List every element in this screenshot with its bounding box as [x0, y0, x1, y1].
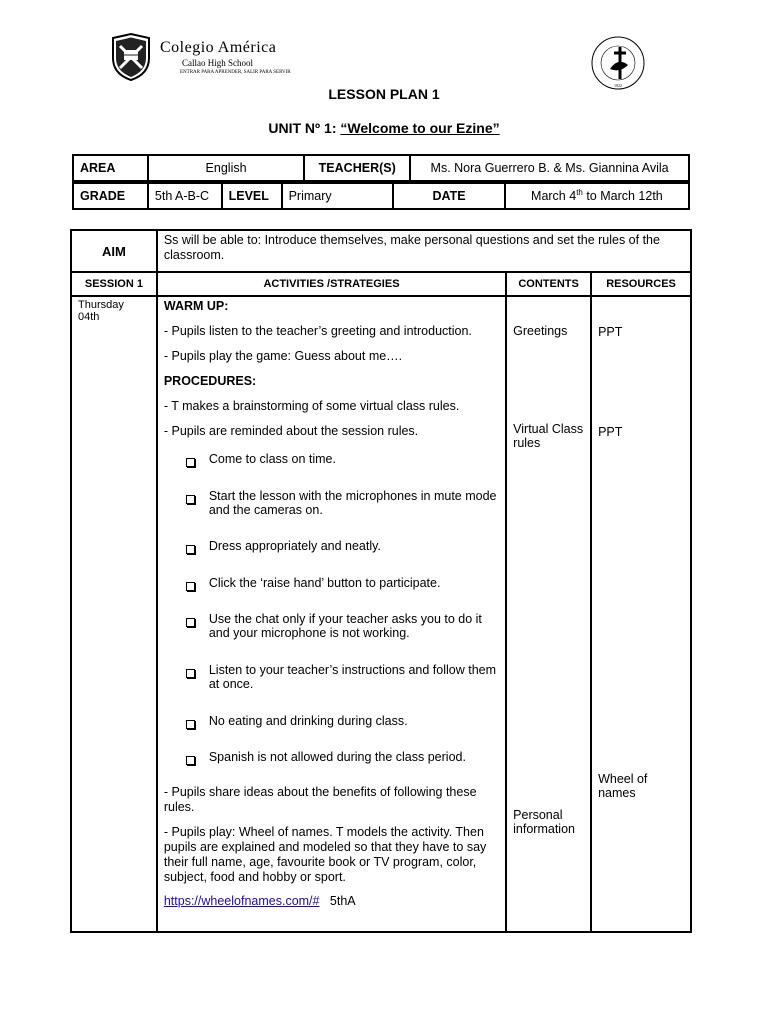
date-value — [505, 183, 689, 209]
unit-title — [0, 120, 768, 136]
school-name: Colegio América — [160, 39, 277, 56]
rule-text: Start the lesson with the microphones in mute mode and the cameras on. — [208, 489, 497, 517]
area-label: AREA — [73, 155, 148, 181]
rule-item — [186, 714, 499, 729]
page-title: LESSON PLAN 1 — [328, 86, 440, 102]
col-session: SESSION 1 — [71, 272, 157, 296]
warm-up-heading: WARM UP: — [163, 299, 229, 313]
grade-label: GRADE — [73, 183, 148, 209]
teacher-label: TEACHER(S) — [304, 155, 410, 181]
rule-item — [186, 612, 499, 640]
school-motto: ENTRAR PARA APRENDER, SALIR PARA SERVIR — [180, 70, 291, 75]
rule-text: Dress appropriately and neatly. — [208, 539, 381, 553]
resource-item: PPT — [598, 325, 623, 339]
rule-text: Use the chat only if your teacher asks you to do it and your microphone is not working. — [208, 612, 482, 640]
aim-text: Ss will be able to: Introduce themselves, make personal questions and set the rules of the classroom. — [157, 230, 691, 272]
rule-item — [186, 452, 499, 467]
checkbox-icon — [186, 669, 195, 678]
session-row — [71, 296, 691, 932]
date-end: to March 12th — [582, 189, 663, 204]
svg-text:1922: 1922 — [614, 83, 622, 88]
col-activities: ACTIVITIES /STRATEGIES — [157, 272, 506, 296]
info-table — [72, 154, 690, 182]
checkbox-icon — [186, 545, 195, 554]
rule-item — [186, 576, 499, 591]
lesson-plan-table — [70, 229, 692, 933]
checkbox-icon — [186, 756, 195, 765]
procedure-item: - Pupils are reminded about the session rules. — [163, 424, 419, 438]
procedure-item: - Pupils share ideas about the benefits of following these rules. — [163, 785, 477, 814]
content-item: Virtual Class rules — [513, 422, 584, 450]
date-start: March 4 — [531, 189, 577, 204]
school-logo — [110, 32, 291, 82]
unit-prefix: UNIT Nº 1: — [268, 120, 341, 136]
rule-text: Come to class on time. — [208, 452, 336, 466]
link-suffix: 5thA — [329, 894, 356, 908]
warm-up-item: - Pupils listen to the teacher’s greeting and introduction. — [163, 324, 472, 338]
resource-item: Wheel of names — [598, 772, 648, 800]
aim-label: AIM — [71, 230, 157, 272]
teacher-value: Ms. Nora Guerrero B. & Ms. Giannina Avila — [410, 155, 689, 181]
level-value: Primary — [282, 183, 394, 209]
procedure-item: - T makes a brainstorming of some virtual class rules. — [163, 399, 460, 413]
date-start-suffix: th — [576, 188, 583, 198]
content-item: Greetings — [513, 324, 568, 338]
contents-cell — [506, 296, 591, 932]
level-label: LEVEL — [222, 183, 282, 209]
campus-name: Callao High School — [182, 58, 253, 68]
table-header-row — [71, 272, 691, 296]
rule-text: Listen to your teacher’s instructions and follow them at once. — [208, 663, 497, 691]
content-item: Personal information — [513, 808, 575, 836]
session-date: 04th — [78, 311, 100, 323]
shield-crest-icon — [110, 32, 152, 82]
checkbox-icon — [186, 720, 195, 729]
church-seal-icon — [590, 35, 646, 91]
session-date-cell — [71, 296, 157, 932]
checkbox-icon — [186, 618, 195, 627]
col-resources: RESOURCES — [591, 272, 691, 296]
resource-item: PPT — [598, 425, 623, 439]
rule-item — [186, 539, 499, 554]
grade-value: 5th A-B-C — [148, 183, 222, 209]
link-line — [164, 894, 499, 909]
activities-cell — [157, 296, 506, 932]
rule-text: Click the ‘raise hand’ button to participate. — [208, 576, 441, 590]
rule-item — [186, 750, 499, 765]
date-label: DATE — [393, 183, 505, 209]
unit-name: “Welcome to our Ezine” — [340, 120, 500, 136]
rule-text: No eating and drinking during class. — [208, 714, 408, 728]
session-day: Thursday — [78, 299, 124, 311]
wheel-of-names-link[interactable]: https://wheelofnames.com/# — [163, 894, 320, 908]
info-table-row2 — [72, 182, 690, 210]
rule-item — [186, 663, 499, 691]
rule-item — [186, 489, 499, 517]
area-value: English — [148, 155, 304, 181]
col-contents: CONTENTS — [506, 272, 591, 296]
procedure-item: - Pupils play: Wheel of names. T models the activity. Then pupils are explained and modeled so that they have to say their full name, age, favourite book or TV program, color, subject, food and hobby or sport. — [163, 825, 487, 884]
warm-up-item: - Pupils play the game: Guess about me…. — [163, 349, 403, 363]
procedures-heading: PROCEDURES: — [163, 374, 257, 388]
checkbox-icon — [186, 495, 195, 504]
rule-text: Spanish is not allowed during the class period. — [208, 750, 466, 764]
checkbox-icon — [186, 458, 195, 467]
checkbox-icon — [186, 582, 195, 591]
resources-cell — [591, 296, 691, 932]
